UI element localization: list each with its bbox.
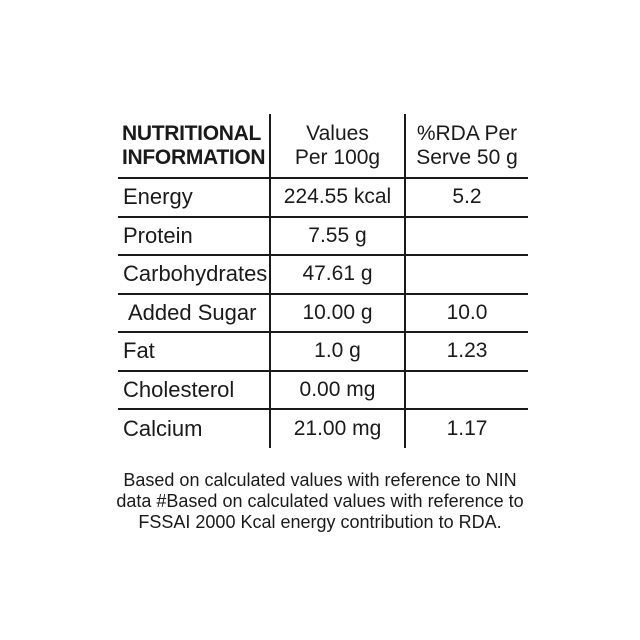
table-row [118, 371, 528, 410]
nutrient-rda: 5.2 [405, 178, 528, 217]
table-row [118, 294, 528, 333]
nutrient-value: 224.55 kcal [270, 178, 405, 217]
table-row [118, 332, 528, 371]
nutrient-name: Fat [123, 338, 155, 364]
table-header-row [118, 114, 528, 178]
nutrient-rda [405, 217, 528, 256]
table-row [118, 178, 528, 217]
header-line: Values [306, 121, 369, 145]
nutrient-value: 0.00 mg [270, 371, 405, 410]
nutrient-value: 1.0 g [270, 332, 405, 371]
footnote [90, 470, 550, 533]
header-values-per-100g [270, 114, 405, 178]
table-row [118, 255, 528, 294]
nutrient-value: 47.61 g [270, 255, 405, 294]
nutrient-name: Carbohydrates [123, 261, 268, 287]
nutrient-name: Energy [123, 184, 193, 210]
nutrient-rda: 10.0 [405, 294, 528, 333]
header-line: INFORMATION [122, 145, 266, 169]
nutrient-rda: 1.17 [405, 409, 528, 448]
header-nutritional-information [118, 114, 270, 178]
header-line: Per 100g [294, 145, 381, 169]
nutrient-name: Added Sugar [128, 299, 257, 325]
nutrient-rda: 1.23 [405, 332, 528, 371]
nutrient-name: Cholesterol [123, 376, 235, 402]
nutrient-rda [405, 371, 528, 410]
nutrient-name: Protein [123, 222, 193, 248]
header-line: Serve 50 g [416, 145, 518, 169]
header-line: %RDA Per [416, 121, 518, 145]
table-row [118, 409, 528, 448]
nutrient-value: 7.55 g [270, 217, 405, 256]
nutrient-value: 10.00 g [270, 294, 405, 333]
footnote-line: data #Based on calculated values with reference to [116, 491, 524, 511]
footnote-line: FSSAI 2000 Kcal energy contribution to RDA. [138, 512, 502, 532]
nutrition-table [118, 114, 528, 448]
nutrient-value: 21.00 mg [270, 409, 405, 448]
footnote-line: Based on calculated values with reference to NIN [123, 470, 517, 490]
header-rda-per-serve [405, 114, 528, 178]
table-row [118, 217, 528, 256]
nutrient-rda [405, 255, 528, 294]
header-line: NUTRITIONAL [122, 121, 262, 145]
nutrient-name: Calcium [123, 415, 203, 441]
